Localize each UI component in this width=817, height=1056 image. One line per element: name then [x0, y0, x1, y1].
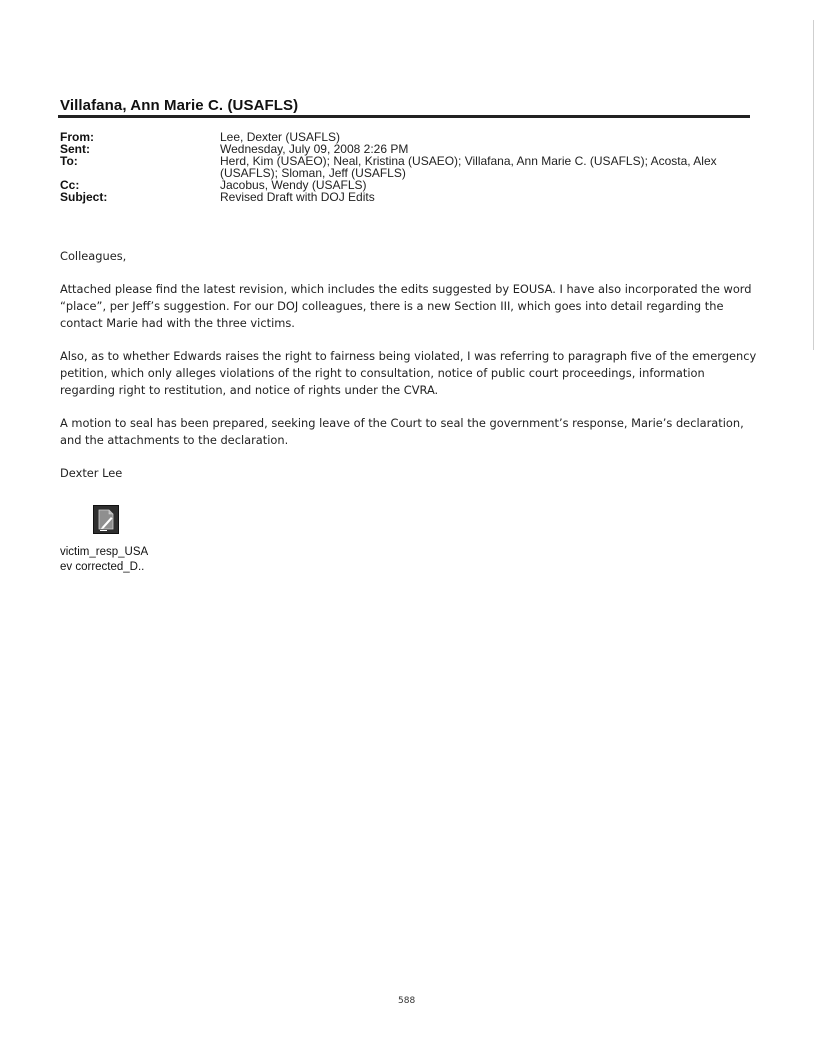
- header-value: Lee, Dexter (USAFLS): [220, 130, 341, 144]
- header-value: Herd, Kim (USAEO); Neal, Kristina (USAEO); Villafana, Ann Marie C. (USAFLS); Acosta, Alex (USAFLS); Sloman, Jeff (USAFLS): [220, 154, 717, 180]
- header-value: Revised Draft with DOJ Edits: [220, 190, 375, 204]
- scan-edge: [813, 20, 814, 350]
- email-headers: [60, 131, 760, 203]
- body-paragraph: A motion to seal has been prepared, seeking leave of the Court to seal the government’s response, Marie’s declaration, and the attachments to the declaration.: [60, 416, 744, 447]
- greeting: Colleagues,: [60, 249, 127, 263]
- header-from: [60, 131, 760, 143]
- attachment-filename-line: ev corrected_D..: [60, 561, 145, 573]
- page-number: 588: [398, 996, 416, 1006]
- email-body: [60, 248, 760, 498]
- header-value: Jacobus, Wendy (USAFLS): [220, 178, 367, 192]
- body-paragraph: Also, as to whether Edwards raises the right to fairness being violated, I was referring to paragraph five of the emergency petition, which only alleges violations of the right to consultation, notice of public court proceedings, information regarding right to restitution, and notice of rights under the CVRA.: [60, 349, 757, 397]
- mailbox-owner-name: Villafana, Ann Marie C. (USAFLS): [60, 97, 299, 114]
- header-label: From:: [60, 130, 94, 144]
- attachment-filename[interactable]: [60, 545, 148, 575]
- header-to: [60, 155, 760, 179]
- signature: Dexter Lee: [60, 466, 123, 480]
- header-cc: [60, 179, 760, 191]
- header-label: To:: [60, 154, 78, 168]
- body-paragraph: Attached please find the latest revision, which includes the edits suggested by EOUSA. I have also incorporated the word “place”, per Jeff’s suggestion. For our DOJ colleagues, there is a new Section III, which goes into detail regarding the contact Marie had with the three victims.: [60, 282, 752, 330]
- header-value: Wednesday, July 09, 2008 2:26 PM: [220, 142, 409, 156]
- header-label: Sent:: [60, 142, 90, 156]
- header-divider: [58, 115, 750, 118]
- header-subject: [60, 191, 760, 203]
- attachment-filename-line: victim_resp_USA: [60, 546, 149, 558]
- header-label: Subject:: [60, 190, 108, 204]
- document-pen-icon[interactable]: [93, 505, 119, 534]
- header-label: Cc:: [60, 178, 80, 192]
